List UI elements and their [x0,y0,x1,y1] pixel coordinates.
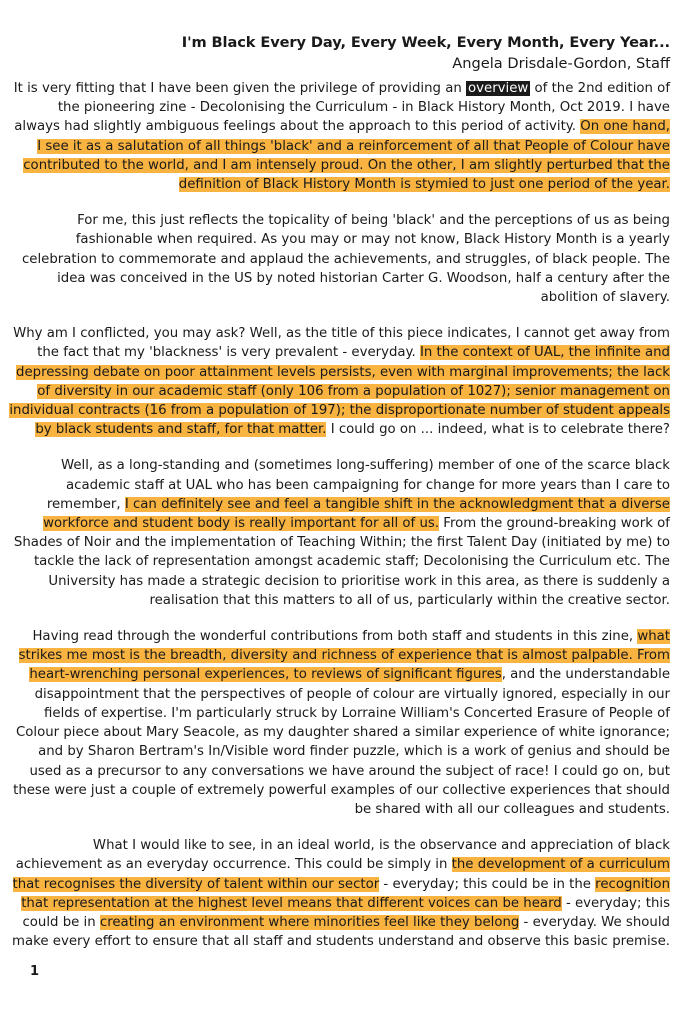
text-segment: Well, as a long-standing and (sometimes long-suffering) member of one of the scarce black academic staff at UAL who has been campaigning for change for more years than I care to remember, [46,458,670,512]
highlighted-text: In the context of UAL, the infinite and depressing debate on poor attainment levels persists, even with marginal improvements; the lack of diversity in our academic staff (only 106 from a population of 1027); senior management on individual contracts (16 from a population of 197); the disproportionate number of student appeals by black students and staff, for that matter. [9,345,670,438]
highlighted-text: what strikes me most is the breadth, diversity and richness of experience that is almost palpable. From heart-wrenching personal experiences, to reviews of significant figures [18,629,670,683]
highlighted-text: the development of a curriculum that recognises the diversity of talent within our sector [12,857,670,892]
text-segment: What I would like to see, in an ideal world, is the observance and appreciation of black achievement as an everyday occurrence. This could be simply in [15,838,670,873]
article-title: I'm Black Every Day, Every Week, Every Month, Every Year... [181,34,670,51]
highlighted-text: On one hand, I see it as a salutation of all things 'black' and a reinforcement of all that People of Colour have contributed to the world, and I am intensely proud. On the other, I am slightly perturbed that the definition of Black History Month is stymied to just one period of the year. [23,119,670,193]
text-segment: From the ground-breaking work of Shades of Noir and the implementation of Teaching Within; the first Talent Day (initiated by me) to tackle the lack of representation amongst academic staff; Decolonising the Curriculum etc. The University has made a strategic decision to prioritise work in this area, as there is suddenly a realisation that this matters to all of us, particularly within the creative sector. [13,516,670,608]
text-segment: - everyday. We should make every effort to ensure that all staff and students understand and observe this basic premise. [12,914,670,950]
paragraph [8,836,670,951]
text-segment: Having read through the wonderful contributions from both staff and students in this zine, [32,629,638,645]
author-byline: Angela Drisdale-Gordon, Staff [452,55,670,72]
text-segment: I could go on ... indeed, what is to celebrate there? [326,422,670,438]
text-segment: - everyday; this could be in the [379,876,596,892]
paragraph [8,456,670,610]
article-body [8,79,670,968]
paragraph [8,211,670,307]
page-number: 1 [30,964,40,979]
text-segment: For me, this just reflects the topicality of being 'black' and the perceptions of us as being fashionable when required. As you may or may not know, Black History Month is a yearly celebration to commemorate and applaud the achievements, and struggles, of black people. The idea was conceived in the US by noted historian Carter G. Woodson, half a century after the abolition of slavery. [21,213,670,306]
text-segment: - everyday; this could be in [22,895,670,930]
paragraph [8,324,670,439]
inverted-keyword: overview [468,81,529,96]
text-segment: , and the understandable disappointment that the perspectives of people of colour are virtually ignored, especially in our fields of expertise. I'm particularly struck by Lorraine William's Concerted Erasure of People of Colour piece about Mary Seacole, as my daughter shared a similar experience of white ignorance; and by Sharon Bertram's In/Visible word finder puzzle, which is a work of genius and should be used as a precursor to any conversations we have around the subject of race! I could go on, but these were just a couple of extremely powerful examples of our collective experiences that should be shared with all our colleagues and students. [13,667,670,817]
paragraph [8,79,670,194]
paragraph [8,627,670,819]
text-segment: It is very fitting that I have been given the privilege of providing an [13,81,467,96]
text-segment: of the 2nd edition of the pioneering zine - Decolonising the Curriculum - in Black History Month, Oct 2019. I have always had slightly ambiguous feelings about the approach to this period of activity. [14,81,670,135]
highlighted-text: recognition that representation at the highest level means that different voices can be heard [21,876,670,911]
highlighted-text: I can definitely see and feel a tangible shift in the acknowledgment that a diverse workforce and student body is really important for all of us. [43,496,670,532]
text-segment: Why am I conflicted, you may ask? Well, as the title of this piece indicates, I cannot get away from the fact that my 'blackness' is very prevalent - everyday. [13,326,670,361]
highlighted-text: creating an environment where minorities feel like they belong [99,914,520,930]
